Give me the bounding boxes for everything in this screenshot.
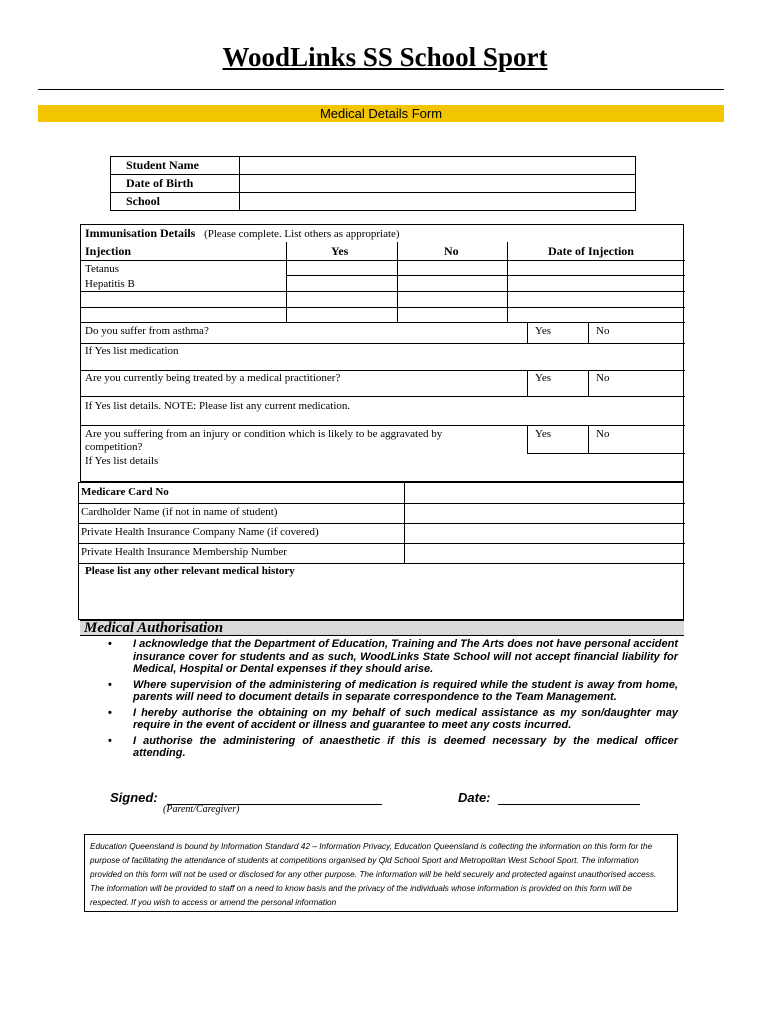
practitioner-yes-option[interactable]: Yes <box>535 372 552 384</box>
health-details-section <box>80 224 684 482</box>
date-of-birth-label: Date of Birth <box>111 175 240 193</box>
asthma-question: Do you suffer from asthma? <box>85 325 209 337</box>
authorisation-list <box>108 638 678 763</box>
authorisation-text: I hereby authorise the obtaining on my behalf of such medical assistance as my son/daughter may require in the event of accident or illness and guarantee to meet any costs incurred. <box>133 706 678 731</box>
practitioner-question: Are you currently being treated by a medical practitioner? <box>85 372 341 384</box>
asthma-no-option[interactable]: No <box>596 325 610 337</box>
signature-caption: (Parent/Caregiver) <box>163 804 240 815</box>
authorisation-text: I authorise the administering of anaesthetic if this is deemed necessary by the medical officer attending. <box>133 734 678 759</box>
form-name-banner: Medical Details Form <box>38 105 724 122</box>
authorisation-text: I acknowledge that the Department of Education, Training and The Arts does not have personal accident insurance cover for students and as such, WoodLinks State School will not accept financial liability for Medical, Hospital or Dental expenses if they should arise. <box>133 638 678 675</box>
student-row <box>111 193 636 211</box>
list-item <box>108 679 678 704</box>
bullet-icon: • <box>108 638 112 650</box>
injury-followup: If Yes list details <box>85 455 159 467</box>
injection-row-hepatitis-b: Hepatitis B <box>85 278 135 290</box>
signature-row <box>110 790 382 805</box>
insurer-name-label: Private Health Insurance Company Name (if covered) <box>81 526 319 538</box>
col-no: No <box>444 244 459 258</box>
page-title: WoodLinks SS School Sport <box>222 42 548 72</box>
practitioner-no-option[interactable]: No <box>596 372 610 384</box>
immunisation-note: (Please complete. List others as appropriate) <box>204 228 400 240</box>
medicare-card-label: Medicare Card No <box>81 486 169 498</box>
student-details-table <box>110 156 636 211</box>
col-date-of-injection: Date of Injection <box>548 244 634 258</box>
list-item <box>108 735 678 760</box>
bullet-icon: • <box>108 734 112 747</box>
asthma-yes-option[interactable]: Yes <box>535 325 552 337</box>
col-yes: Yes <box>331 244 349 258</box>
medicare-section <box>78 482 684 620</box>
privacy-notice: Education Queensland is bound by Information Standard 42 – Information Privacy, Education Queensland is collecting the information on this form for the purpose of facilitating the attendance of students at competitions organised by Qld School Sport and Metropolitan West School Sport. The information provided on this form will not be used or disclosed for any other purpose. The information will be held securely and protected against unauthorised access. The information will be provided to staff on a need to know basis and the privacy of the individuals whose information is provided on this form will be respected. If you wish to access or amend the personal information <box>84 834 678 912</box>
student-name-label: Student Name <box>111 157 240 175</box>
medical-history-label: Please list any other relevant medical history <box>85 565 295 577</box>
date-label: Date: <box>458 790 491 805</box>
school-field[interactable] <box>240 193 636 211</box>
bullet-icon: • <box>108 678 112 691</box>
date-of-birth-field[interactable] <box>240 175 636 193</box>
date-field[interactable] <box>498 793 640 805</box>
list-item <box>108 707 678 732</box>
cardholder-name-label: Cardholder Name (if not in name of student) <box>81 506 278 518</box>
date-row <box>458 790 640 805</box>
col-injection: Injection <box>85 244 131 258</box>
practitioner-followup: If Yes list details. NOTE: Please list any current medication. <box>85 400 351 412</box>
injury-question: Are you suffering from an injury or condition which is likely to be aggravated by competition? <box>85 428 443 453</box>
list-item <box>108 638 678 676</box>
injection-row-tetanus: Tetanus <box>85 263 120 275</box>
school-label: School <box>111 193 240 211</box>
authorisation-text: Where supervision of the administering of medication is required while the student is away from home, parents will need to document details in separate correspondence to the Team Management. <box>133 678 678 703</box>
student-row <box>111 157 636 175</box>
student-name-field[interactable] <box>240 157 636 175</box>
medical-authorisation-heading: Medical Authorisation <box>80 620 684 636</box>
asthma-followup: If Yes list medication <box>85 345 179 357</box>
bullet-icon: • <box>108 706 112 719</box>
membership-number-label: Private Health Insurance Membership Number <box>81 546 287 558</box>
signed-label: Signed: <box>110 790 158 805</box>
injury-yes-option[interactable]: Yes <box>535 428 552 440</box>
student-row <box>111 175 636 193</box>
immunisation-heading-row <box>85 227 400 241</box>
injury-no-option[interactable]: No <box>596 428 610 440</box>
title-divider <box>38 89 724 90</box>
immunisation-heading: Immunisation Details <box>85 226 196 240</box>
